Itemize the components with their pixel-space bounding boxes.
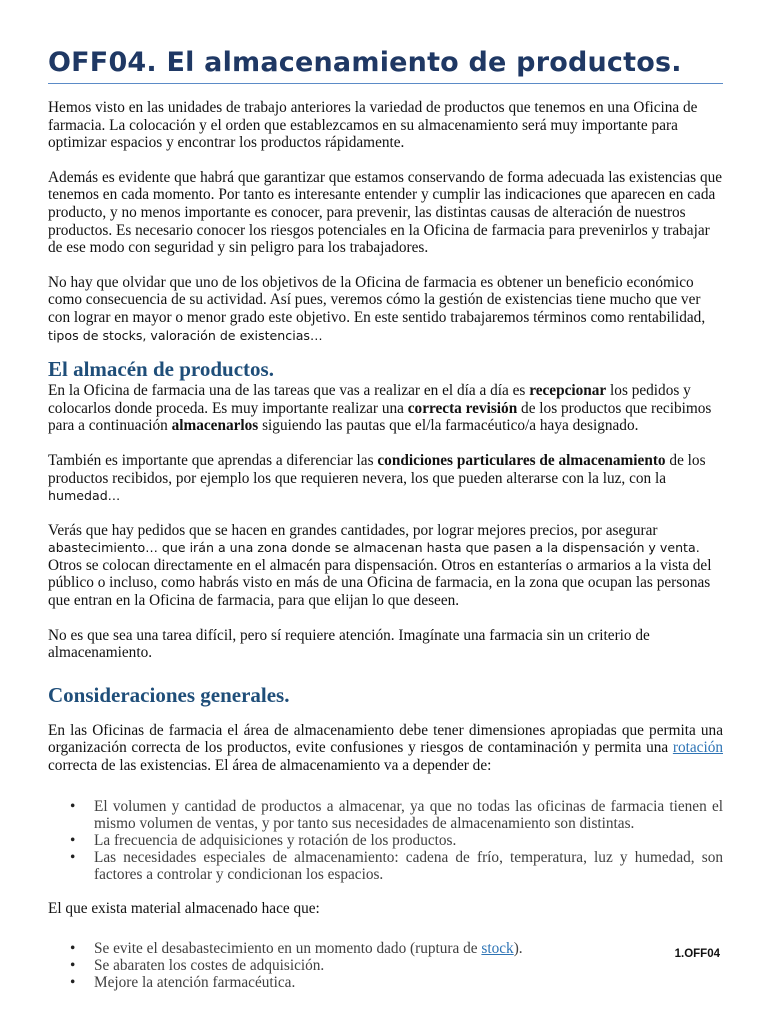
consideraciones-paragraph-2: El que exista material almacenado hace que: xyxy=(48,899,320,917)
bold-run: correcta revisión xyxy=(407,399,518,417)
list-item xyxy=(48,957,723,974)
list-item xyxy=(48,974,723,991)
section-heading-almacen: El almacén de productos. xyxy=(48,357,274,382)
rotacion-link[interactable]: rotación xyxy=(672,739,723,757)
almacen-paragraph-2 xyxy=(48,452,723,505)
intro-paragraph-1: Hemos visto en las unidades de trabajo anteriores la variedad de productos que tenemos en una Oficina de farmacia. La colocación y el orden que establezcamos en su almacenamiento será muy importante para optimizar espacios y encontrar los productos rápidamente. xyxy=(48,99,698,152)
intro-paragraph-3-text: No hay que olvidar que uno de los objetivos de la Oficina de farmacia es obtener un beneficio económico como consecuencia de su actividad. Así pues, veremos cómo la gestión de existencias tiene mucho que ver con lograr en mayor o menor grado este objetivo. En este sentido trabajaremos términos como rentabilidad, xyxy=(48,273,706,326)
text-run: de los productos recibidos, por ejemplo los que requieren nevera, los que pueden alterarse con la luz, con la xyxy=(48,451,706,487)
benefits-list xyxy=(48,940,723,991)
consideraciones-paragraph-1 xyxy=(48,722,723,775)
intro-paragraph-3 xyxy=(48,274,723,344)
list-item xyxy=(48,832,723,849)
page-footer: 1.OFF04 xyxy=(674,948,720,960)
text-run-mono: abastecimiento… que irán a una zona donde se almacenan hasta que pasen a la dispensación y venta. xyxy=(48,540,700,556)
list-item-text: La frecuencia de adquisiciones y rotación de los productos. xyxy=(94,831,457,849)
intro-paragraph-3-tail: tipos de stocks, valoración de existencias… xyxy=(48,327,323,343)
factors-list xyxy=(48,798,723,883)
stock-link[interactable]: stock xyxy=(481,940,514,958)
list-item-text: El volumen y cantidad de productos a almacenar, ya que no todas las oficinas de farmacia tienen el mismo volumen de ventas, y por tanto sus necesidades de almacenamiento son distintas. xyxy=(94,797,723,832)
list-item xyxy=(48,940,723,957)
list-item-text: ). xyxy=(513,940,523,958)
bullet-icon: • xyxy=(70,940,76,958)
bullet-icon: • xyxy=(70,848,76,866)
text-run: de los productos que recibimos para a continuación xyxy=(48,399,712,435)
page-title: OFF04. El almacenamiento de productos. xyxy=(48,0,723,84)
bullet-icon: • xyxy=(70,974,76,992)
text-run: En las Oficinas de farmacia el área de almacenamiento debe tener dimensiones apropiadas que permita una organización correcta de los productos, evite confusiones y riesgos de contaminación y permita una xyxy=(48,721,723,757)
bold-run: recepcionar xyxy=(529,382,607,400)
almacen-paragraph-4: No es que sea una tarea difícil, pero sí requiere atención. Imagínate una farmacia sin un criterio de almacenamiento. xyxy=(48,626,650,662)
text-run-mono: humedad… xyxy=(48,488,121,504)
list-item xyxy=(48,849,723,883)
almacen-paragraph-1 xyxy=(48,382,723,435)
text-run: En la Oficina de farmacia una de las tareas que vas a realizar en el día a día es xyxy=(48,382,530,400)
document-page xyxy=(48,0,723,991)
text-run: correcta de las existencias. El área de almacenamiento va a depender de: xyxy=(48,757,492,775)
almacen-paragraph-3 xyxy=(48,522,723,610)
list-item-text: Las necesidades especiales de almacenamiento: cadena de frío, temperatura, luz y humedad, son factores a controlar y condicionan los espacios. xyxy=(94,848,723,883)
text-run: los pedidos y colocarlos donde proceda. Es muy importante realizar una xyxy=(48,382,691,417)
bold-run: condiciones particulares de almacenamiento xyxy=(377,451,666,469)
text-run: También es importante que aprendas a diferenciar las xyxy=(48,451,378,469)
intro-paragraph-2: Además es evidente que habrá que garantizar que estamos conservando de forma adecuada las existencias que tenemos en cada momento. Por tanto es interesante entender y cumplir las indicaciones que aparecen en cada producto, y no menos importante es conocer, para prevenir, las distintas causas de alteración de nuestros productos. Es necesario conocer los riesgos potenciales en la Oficina de farmacia para prevenirlos y trabajar de ese modo con seguridad y sin peligro para los trabajadores. xyxy=(48,168,723,257)
text-run: Verás que hay pedidos que se hacen en grandes cantidades, por lograr mejores precios, por asegurar xyxy=(48,521,658,539)
list-item xyxy=(48,798,723,832)
text-run: Otros se colocan directamente en el almacén para dispensación. Otros en estanterías o armarios a la vista del público o incluso, como habrás visto en más de una Oficina de farmacia, en la zona que ocupan las personas que entran en la Oficina de farmacia, para que elijan lo que deseen. xyxy=(48,556,712,610)
list-item-text: Se evite el desabastecimiento en un momento dado (ruptura de xyxy=(94,940,482,958)
bullet-icon: • xyxy=(70,831,76,849)
bullet-icon: • xyxy=(70,957,76,975)
list-item-text: Mejore la atención farmacéutica. xyxy=(94,974,296,992)
text-run: siguiendo las pautas que el/la farmacéutico/a haya designado. xyxy=(258,417,639,435)
list-item-text: Se abaraten los costes de adquisición. xyxy=(94,957,325,975)
bullet-icon: • xyxy=(70,797,76,815)
bold-run: almacenarlos xyxy=(171,417,259,435)
section-heading-consideraciones: Consideraciones generales. xyxy=(48,682,290,707)
